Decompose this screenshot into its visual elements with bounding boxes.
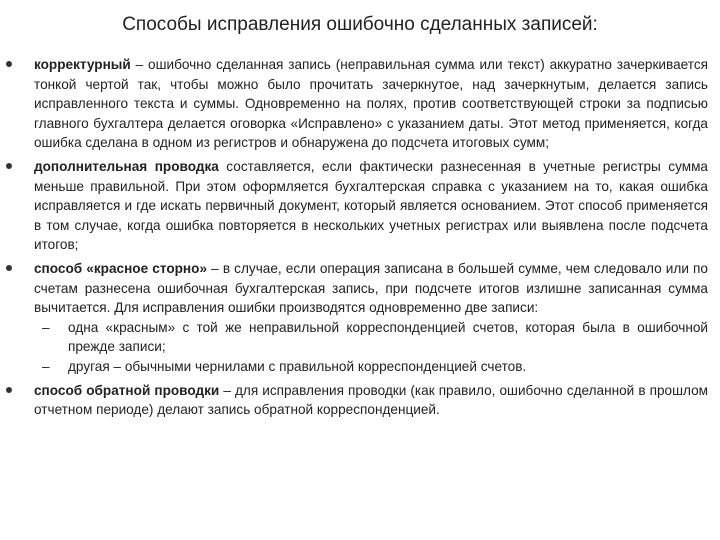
bullet-icon (6, 163, 12, 169)
dash-marker: – (42, 319, 50, 335)
item-term: дополнительная проводка (34, 158, 219, 174)
list-item-additional-entry (0, 157, 720, 255)
sub-list (34, 318, 708, 377)
item-text (34, 381, 708, 420)
sub-item-text: другая – обычными чернилами с правильной корреспонденцией счетов. (68, 358, 527, 374)
bullet-icon (6, 387, 12, 393)
sub-item-text: одна «красным» с той же неправильной корреспонденцией счетов, которая была в ошибочной прежде записи; (68, 319, 708, 355)
methods-list (0, 55, 720, 424)
sub-list-item (34, 357, 708, 377)
item-text (34, 157, 708, 255)
item-text (34, 259, 708, 318)
page-title: Способы исправления ошибочно сделанных записей: (122, 14, 598, 35)
list-item-reverse-entry (0, 381, 720, 420)
item-description: – в случае, если операция записана в большей сумме, чем следовало или по счетам разнесена ошибочная бухгалтерская запись, при подсчете итогов излишне записанная сумма вычитается. Для исправления ошибки производятся одновременно две записи: (34, 260, 708, 316)
item-description: – для исправления проводки (как правило, ошибочно сделанной в прошлом отчетном периоде) делают запись обратной корреспонденцией. (34, 382, 708, 418)
sub-list-item (34, 318, 708, 357)
bullet-icon (6, 265, 12, 271)
list-item-correction (0, 55, 720, 153)
item-description: составляется, если фактически разнесенная в учетные регистры сумма меньше правильной. При этом оформляется бухгалтерская справка с указанием на то, какая ошибка исправляется и где искать первичный документ, который является основанием. Этот способ применяется в том случае, когда ошибка повторяется в нескольких учетных регистрах или выявлена после подсчета итогов; (34, 158, 708, 253)
item-text (34, 55, 708, 153)
item-term: способ обратной проводки (34, 382, 220, 398)
bullet-icon (6, 61, 12, 67)
item-description: – ошибочно сделанная запись (неправильная сумма или текст) аккуратно зачеркивается тонкой чертой так, чтобы можно было прочитать зачеркнутое, над зачеркнутым, делается запись исправленного текста и суммы. Одновременно на полях, против соответствующей строки за подписью главного бухгалтера делается оговорка «Исправлено» с указанием даты. Этот метод применяется, когда ошибка сделана в одном из регистров и обнаружена до подсчета итоговых сумм; (34, 57, 708, 151)
dash-marker: – (42, 358, 50, 374)
item-term: способ «красное сторно» (34, 260, 207, 276)
list-item-red-storno (0, 259, 720, 377)
item-term: корректурный (34, 57, 131, 72)
